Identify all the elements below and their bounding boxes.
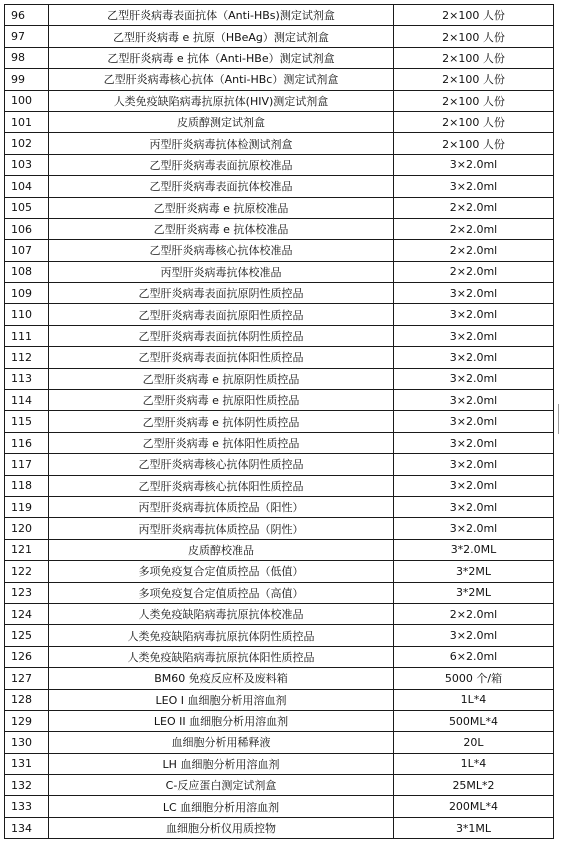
row-number: 126: [5, 646, 49, 667]
row-number: 114: [5, 390, 49, 411]
row-number: 101: [5, 111, 49, 132]
product-spec: 3×2.0ml: [394, 475, 554, 496]
product-spec: 3×2.0ml: [394, 454, 554, 475]
product-name: 乙型肝炎病毒表面抗体（Anti-HBs)测定试剂盒: [49, 5, 394, 26]
product-name: 乙型肝炎病毒 e 抗体阳性质控品: [49, 432, 394, 453]
table-row: [5, 625, 554, 646]
row-number: 104: [5, 176, 49, 197]
table-row: [5, 368, 554, 389]
row-number: 109: [5, 283, 49, 304]
product-name: C-反应蛋白测定试剂盒: [49, 775, 394, 796]
product-name: 乙型肝炎病毒核心抗体校准品: [49, 240, 394, 261]
product-name: 乙型肝炎病毒 e 抗原（HBeAg）测定试剂盒: [49, 26, 394, 47]
product-spec: 3×2.0ml: [394, 347, 554, 368]
product-table: [4, 4, 554, 839]
table-row: [5, 304, 554, 325]
product-spec: 3×2.0ml: [394, 518, 554, 539]
table-row: [5, 5, 554, 26]
product-spec: 3×2.0ml: [394, 325, 554, 346]
product-name: 丙型肝炎病毒抗体质控品（阳性）: [49, 496, 394, 517]
row-number: 127: [5, 668, 49, 689]
product-spec: 1L*4: [394, 689, 554, 710]
product-spec: 2×100 人份: [394, 69, 554, 90]
page-edge-mark: [558, 404, 562, 434]
row-number: 124: [5, 603, 49, 624]
product-name: 多项免疫复合定值质控品（低值）: [49, 561, 394, 582]
row-number: 134: [5, 817, 49, 838]
product-name: 乙型肝炎病毒 e 抗体阴性质控品: [49, 411, 394, 432]
product-spec: 3×2.0ml: [394, 368, 554, 389]
table-row: [5, 47, 554, 68]
product-name: 血细胞分析用稀释液: [49, 732, 394, 753]
product-table-body: [5, 5, 554, 839]
product-name: LH 血细胞分析用溶血剂: [49, 753, 394, 774]
row-number: 118: [5, 475, 49, 496]
table-row: [5, 454, 554, 475]
table-row: [5, 775, 554, 796]
table-row: [5, 732, 554, 753]
row-number: 122: [5, 561, 49, 582]
table-row: [5, 689, 554, 710]
table-row: [5, 154, 554, 175]
row-number: 97: [5, 26, 49, 47]
row-number: 132: [5, 775, 49, 796]
product-name: 人类免疫缺陷病毒抗原抗体(HIV)测定试剂盒: [49, 90, 394, 111]
row-number: 111: [5, 325, 49, 346]
table-row: [5, 539, 554, 560]
row-number: 129: [5, 710, 49, 731]
table-row: [5, 603, 554, 624]
product-name: 乙型肝炎病毒表面抗原校准品: [49, 154, 394, 175]
product-spec: 2×100 人份: [394, 26, 554, 47]
product-spec: 2×2.0ml: [394, 603, 554, 624]
product-name: 人类免疫缺陷病毒抗原抗体阳性质控品: [49, 646, 394, 667]
product-spec: 2×100 人份: [394, 5, 554, 26]
product-name: LEO II 血细胞分析用溶血剂: [49, 710, 394, 731]
product-spec: 3*2ML: [394, 561, 554, 582]
row-number: 107: [5, 240, 49, 261]
product-spec: 3×2.0ml: [394, 283, 554, 304]
product-name: LC 血细胞分析用溶血剂: [49, 796, 394, 817]
row-number: 102: [5, 133, 49, 154]
product-spec: 3×2.0ml: [394, 496, 554, 517]
product-name: 人类免疫缺陷病毒抗原抗体校准品: [49, 603, 394, 624]
product-spec: 3*2ML: [394, 582, 554, 603]
table-row: [5, 646, 554, 667]
product-spec: 5000 个/箱: [394, 668, 554, 689]
table-row: [5, 796, 554, 817]
product-name: 乙型肝炎病毒 e 抗体（Anti-HBe）测定试剂盒: [49, 47, 394, 68]
table-row: [5, 26, 554, 47]
product-spec: 200ML*4: [394, 796, 554, 817]
row-number: 106: [5, 218, 49, 239]
row-number: 125: [5, 625, 49, 646]
table-row: [5, 475, 554, 496]
product-spec: 2×2.0ml: [394, 261, 554, 282]
product-spec: 2×100 人份: [394, 111, 554, 132]
product-name: 乙型肝炎病毒 e 抗原校准品: [49, 197, 394, 218]
table-row: [5, 133, 554, 154]
table-row: [5, 432, 554, 453]
product-spec: 500ML*4: [394, 710, 554, 731]
product-name: 乙型肝炎病毒表面抗原阴性质控品: [49, 283, 394, 304]
table-row: [5, 390, 554, 411]
row-number: 119: [5, 496, 49, 517]
product-name: 乙型肝炎病毒表面抗体阳性质控品: [49, 347, 394, 368]
product-name: 乙型肝炎病毒核心抗体阴性质控品: [49, 454, 394, 475]
product-spec: 2×2.0ml: [394, 240, 554, 261]
row-number: 108: [5, 261, 49, 282]
table-row: [5, 218, 554, 239]
row-number: 113: [5, 368, 49, 389]
product-name: LEO I 血细胞分析用溶血剂: [49, 689, 394, 710]
row-number: 123: [5, 582, 49, 603]
row-number: 112: [5, 347, 49, 368]
table-row: [5, 496, 554, 517]
product-spec: 3×2.0ml: [394, 625, 554, 646]
product-name: 多项免疫复合定值质控品（高值）: [49, 582, 394, 603]
product-name: 丙型肝炎病毒抗体质控品（阴性）: [49, 518, 394, 539]
table-row: [5, 668, 554, 689]
table-row: [5, 753, 554, 774]
row-number: 100: [5, 90, 49, 111]
row-number: 105: [5, 197, 49, 218]
product-spec: 3×2.0ml: [394, 432, 554, 453]
product-name: 乙型肝炎病毒表面抗体校准品: [49, 176, 394, 197]
table-row: [5, 197, 554, 218]
row-number: 110: [5, 304, 49, 325]
table-row: [5, 561, 554, 582]
product-spec: 3*1ML: [394, 817, 554, 838]
table-row: [5, 710, 554, 731]
table-row: [5, 582, 554, 603]
table-row: [5, 283, 554, 304]
row-number: 133: [5, 796, 49, 817]
table-row: [5, 111, 554, 132]
table-row: [5, 411, 554, 432]
product-spec: 3*2.0ML: [394, 539, 554, 560]
table-row: [5, 240, 554, 261]
product-name: 乙型肝炎病毒表面抗原阳性质控品: [49, 304, 394, 325]
table-row: [5, 325, 554, 346]
product-spec: 2×100 人份: [394, 133, 554, 154]
row-number: 115: [5, 411, 49, 432]
row-number: 96: [5, 5, 49, 26]
product-name: 乙型肝炎病毒 e 抗体校准品: [49, 218, 394, 239]
row-number: 99: [5, 69, 49, 90]
product-name: 皮质醇校准品: [49, 539, 394, 560]
table-row: [5, 176, 554, 197]
product-spec: 2×2.0ml: [394, 197, 554, 218]
table-row: [5, 261, 554, 282]
row-number: 116: [5, 432, 49, 453]
product-spec: 6×2.0ml: [394, 646, 554, 667]
table-row: [5, 518, 554, 539]
product-name: 血细胞分析仪用质控物: [49, 817, 394, 838]
row-number: 130: [5, 732, 49, 753]
product-spec: 3×2.0ml: [394, 176, 554, 197]
table-row: [5, 69, 554, 90]
table-row: [5, 347, 554, 368]
row-number: 131: [5, 753, 49, 774]
table-row: [5, 90, 554, 111]
product-name: 丙型肝炎病毒抗体检测试剂盒: [49, 133, 394, 154]
row-number: 117: [5, 454, 49, 475]
product-spec: 3×2.0ml: [394, 411, 554, 432]
product-spec: 3×2.0ml: [394, 154, 554, 175]
product-spec: 1L*4: [394, 753, 554, 774]
product-spec: 25ML*2: [394, 775, 554, 796]
product-spec: 20L: [394, 732, 554, 753]
product-name: 皮质醇测定试剂盒: [49, 111, 394, 132]
product-spec: 3×2.0ml: [394, 390, 554, 411]
row-number: 121: [5, 539, 49, 560]
product-spec: 2×100 人份: [394, 47, 554, 68]
product-spec: 2×100 人份: [394, 90, 554, 111]
product-name: 人类免疫缺陷病毒抗原抗体阴性质控品: [49, 625, 394, 646]
product-spec: 2×2.0ml: [394, 218, 554, 239]
product-name: 丙型肝炎病毒抗体校准品: [49, 261, 394, 282]
product-name: 乙型肝炎病毒表面抗体阴性质控品: [49, 325, 394, 346]
product-name: 乙型肝炎病毒核心抗体（Anti-HBc）测定试剂盒: [49, 69, 394, 90]
product-name: 乙型肝炎病毒核心抗体阳性质控品: [49, 475, 394, 496]
product-name: 乙型肝炎病毒 e 抗原阳性质控品: [49, 390, 394, 411]
row-number: 103: [5, 154, 49, 175]
product-name: BM60 免疫反应杯及废料箱: [49, 668, 394, 689]
row-number: 128: [5, 689, 49, 710]
row-number: 120: [5, 518, 49, 539]
row-number: 98: [5, 47, 49, 68]
table-row: [5, 817, 554, 838]
product-spec: 3×2.0ml: [394, 304, 554, 325]
product-name: 乙型肝炎病毒 e 抗原阴性质控品: [49, 368, 394, 389]
